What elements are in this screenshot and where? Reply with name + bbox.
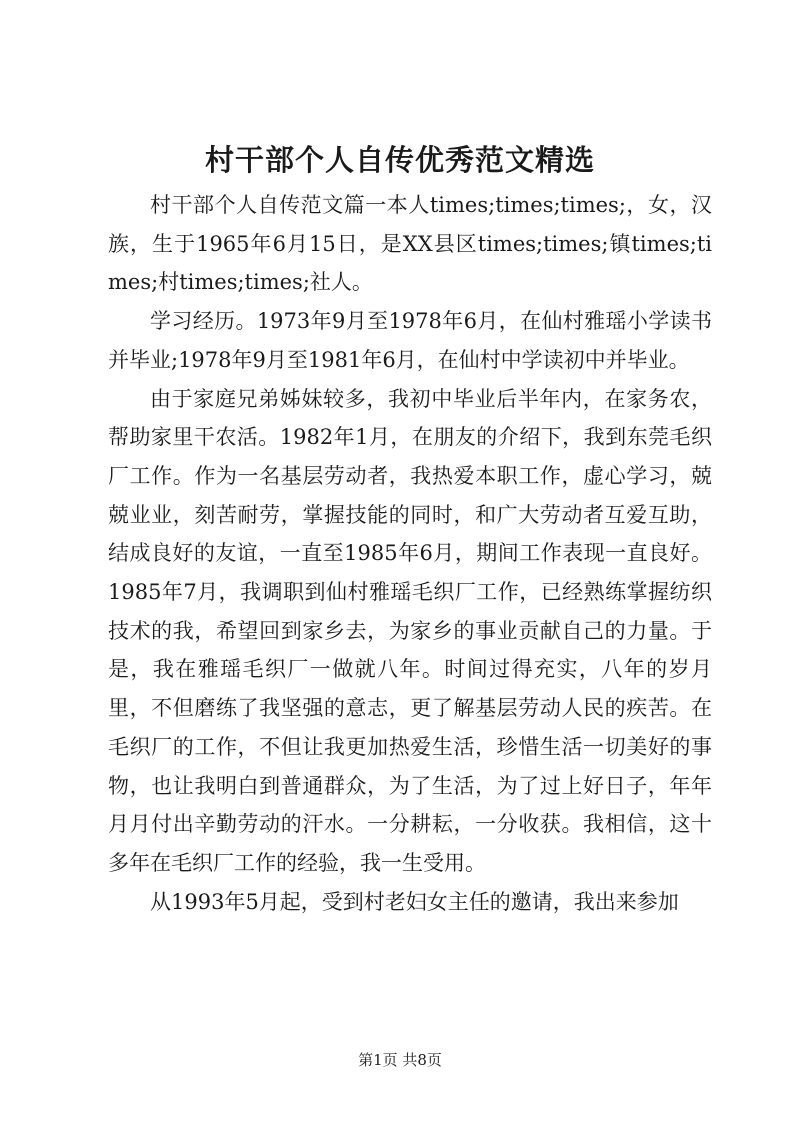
paragraph-village-role: 从1993年5月起，受到村老妇女主任的邀请，我出来参加	[150, 889, 679, 914]
page-number-footer: 第1页 共8页	[358, 1051, 442, 1069]
paragraph-work-experience: 由于家庭兄弟姊妹较多，我初中毕业后半年内，在家务农，帮助家里干农活。1982年1月，在朋友的介绍下，我到东莞毛织厂工作。作为一名基层劳动者，我热爱本职工作，虚心学习，兢兢业业，刻苦耐劳，掌握技能的同时，和广大劳动者互爱互助，结成良好的友谊，一直至1985年6月，期间工作表现一直良好。1985年7月，我调职到仙村雅瑶毛织厂工作，已经熟练掌握纺织技术的我，希望回到家乡去，为家乡的事业贡献自己的力量。于是，我在雅瑶毛织厂一做就八年。时间过得充实，八年的岁月里，不但磨练了我坚强的意志，更了解基层劳动人民的疾苦。在毛织厂的工作，不但让我更加热爱生活，珍惜生活一切美好的事物，也让我明白到普通群众，为了生活，为了过上好日子，年年月月付出辛勤劳动的汗水。一分耕耘，一分收获。我相信，这十多年在毛织厂工作的经验，我一生受用。	[108, 386, 712, 875]
document-title: 村干部个人自传优秀范文精选	[204, 143, 595, 177]
paragraph-education: 学习经历。1973年9月至1978年6月，在仙村雅瑶小学读书并毕业;1978年9月至1981年6月，在仙村中学读初中并毕业。	[108, 309, 712, 372]
paragraph-intro: 村干部个人自传范文篇一本人times;times;times;，女，汉族，生于1965年6月15日，是XX县区times;times;镇times;times;村times;times;社人。	[108, 193, 712, 295]
document-body	[108, 186, 712, 921]
